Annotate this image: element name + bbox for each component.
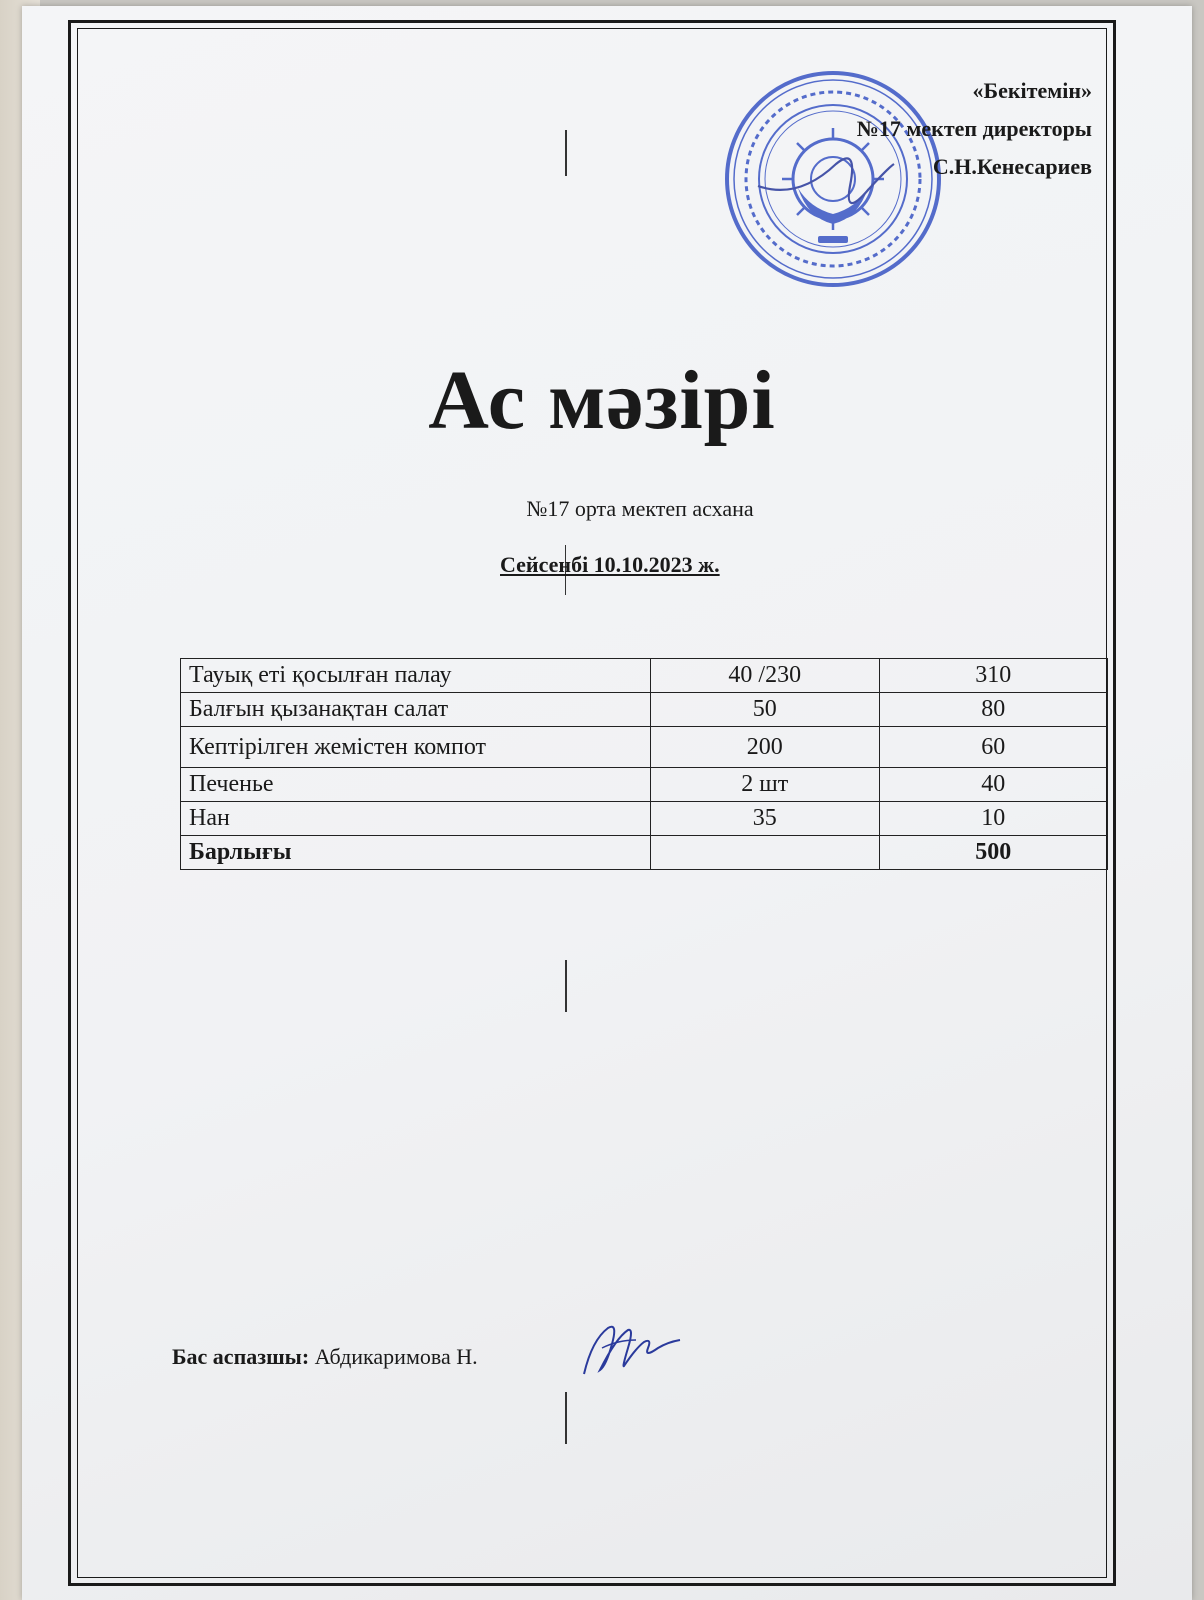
- dish-name-cell: Тауық еті қосылған палау: [181, 659, 651, 693]
- price-cell: 60: [879, 727, 1107, 768]
- price-cell: 10: [879, 802, 1107, 836]
- chef-signature: [578, 1318, 682, 1382]
- price-cell: 310: [879, 659, 1107, 693]
- total-row: [181, 836, 1108, 870]
- page-title: Ас мәзірі: [428, 354, 776, 447]
- menu-date: Сейсенбі 10.10.2023 ж.: [500, 552, 720, 577]
- fold-crease: [565, 1392, 567, 1444]
- dish-name-cell: Нан: [181, 802, 651, 836]
- table-row: [181, 693, 1108, 727]
- approval-position: №17 мектеп директоры: [856, 116, 1092, 141]
- chef-signoff: [172, 1344, 478, 1370]
- table-row: [181, 802, 1108, 836]
- portion-cell: 50: [651, 693, 880, 727]
- fold-crease: [565, 130, 567, 176]
- total-price-cell: 500: [879, 836, 1107, 870]
- approval-heading: «Бекітемін»: [972, 78, 1092, 103]
- total-portion-cell: [651, 836, 880, 870]
- dish-name-cell: Балғын қызанақтан салат: [181, 693, 651, 727]
- portion-cell: 200: [651, 727, 880, 768]
- table-row: [181, 727, 1108, 768]
- portion-cell: 2 шт: [651, 768, 880, 802]
- fold-crease: [565, 960, 567, 1012]
- approval-block: [857, 72, 1092, 186]
- chef-name: Абдикаримова Н.: [314, 1344, 478, 1369]
- dish-name-cell: Кептірілген жемістен компот: [181, 727, 651, 768]
- approval-director-name: С.Н.Кенесариев: [932, 154, 1092, 179]
- chef-label: Бас аспазшы:: [172, 1344, 310, 1369]
- portion-cell: 35: [651, 802, 880, 836]
- table-row: [181, 768, 1108, 802]
- total-label-cell: Барлығы: [181, 836, 651, 870]
- menu-table: [180, 658, 1108, 870]
- document-subtitle: №17 орта мектеп асхана: [526, 496, 754, 521]
- portion-cell: 40 /230: [651, 659, 880, 693]
- price-cell: 40: [879, 768, 1107, 802]
- price-cell: 80: [879, 693, 1107, 727]
- dish-name-cell: Печенье: [181, 768, 651, 802]
- table-row: [181, 659, 1108, 693]
